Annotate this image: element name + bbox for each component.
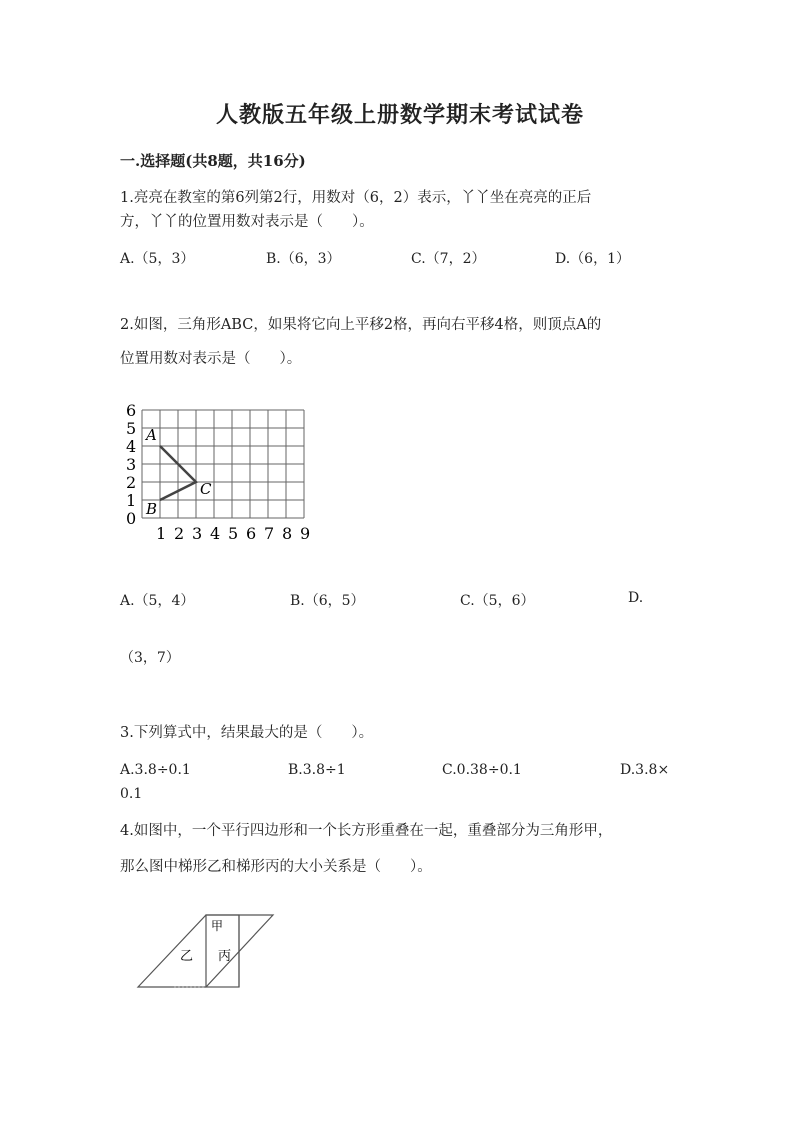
y-tick-label: 3 (126, 455, 137, 474)
y-tick-label: 4 (126, 437, 137, 456)
x-tick-label: 4 (210, 524, 221, 543)
q1-option-d[interactable]: D.（6，1） (555, 251, 630, 267)
q1-option-b[interactable]: B.（6，3） (266, 251, 341, 267)
question-2 (120, 312, 680, 372)
question-2-line-2: 位置用数对表示是（ ）。 (120, 351, 302, 367)
question-4 (120, 818, 680, 880)
y-tick-label: 1 (126, 491, 137, 510)
y-tick-label: 2 (126, 473, 137, 492)
question-4-line-2: 那么图中梯形乙和梯形丙的大小关系是（ ）。 (120, 859, 432, 875)
q1-option-c[interactable]: C.（7，2） (411, 251, 486, 267)
q3-option-d-value[interactable]: 0.1 (120, 786, 143, 802)
question-1 (120, 186, 680, 234)
point-label-c: C (200, 480, 212, 498)
q2-option-d-value[interactable]: （3，7） (120, 650, 180, 666)
q2-option-d[interactable]: D. (628, 590, 644, 606)
x-axis-ticks (156, 524, 310, 543)
q3-option-b[interactable]: B.3.8÷1 (288, 762, 346, 778)
x-tick-label: 1 (156, 524, 167, 543)
coordinate-grid-figure (118, 378, 318, 548)
question-1-line-2: 方，丫丫的位置用数对表示是（ ）。 (120, 214, 374, 230)
question-2-line-1: 2.如图，三角形ABC，如果将它向上平移2格，再向右平移4格，则顶点A的 (120, 317, 602, 333)
x-tick-label: 3 (192, 524, 203, 543)
x-tick-label: 8 (282, 524, 293, 543)
label-yi: 乙 (180, 949, 194, 964)
x-tick-label: 2 (174, 524, 185, 543)
x-tick-label: 9 (300, 524, 311, 543)
question-4-line-1: 4.如图中，一个平行四边形和一个长方形重叠在一起，重叠部分为三角形甲， (120, 823, 613, 839)
x-tick-label: 7 (264, 524, 275, 543)
y-tick-label: 5 (126, 419, 137, 438)
q3-option-a[interactable]: A.3.8÷0.1 (120, 762, 191, 778)
question-3 (120, 721, 680, 745)
question-1-line-1: 1.亮亮在教室的第6列第2行，用数对（6，2）表示，丫丫坐在亮亮的正后 (120, 190, 592, 206)
q3-option-d[interactable]: D.3.8× (620, 762, 670, 778)
q1-option-a[interactable]: A.（5，3） (120, 251, 195, 267)
section-heading: 一.选择题(共8题，共16分) (120, 152, 306, 170)
y-axis-ticks (126, 401, 136, 528)
point-label-b: B (146, 500, 158, 518)
x-tick-label: 6 (246, 524, 257, 543)
page-title: 人教版五年级上册数学期末考试试卷 (215, 102, 584, 128)
grid-lines (142, 410, 304, 518)
q2-option-b[interactable]: B.（6，5） (290, 593, 365, 609)
q2-option-a[interactable]: A.（5，4） (120, 593, 195, 609)
label-jia: 甲 (211, 919, 224, 933)
question-3-line-1: 3.下列算式中，结果最大的是（ ）。 (120, 725, 374, 741)
overlap-shapes-figure (130, 910, 280, 995)
q3-option-c[interactable]: C.0.38÷0.1 (442, 762, 522, 778)
label-bing: 丙 (218, 949, 232, 964)
y-tick-label: 6 (126, 401, 137, 420)
q2-option-c[interactable]: C.（5，6） (460, 593, 535, 609)
x-tick-label: 5 (228, 524, 239, 543)
y-tick-label: 0 (126, 509, 137, 528)
point-label-a: A (146, 426, 157, 444)
